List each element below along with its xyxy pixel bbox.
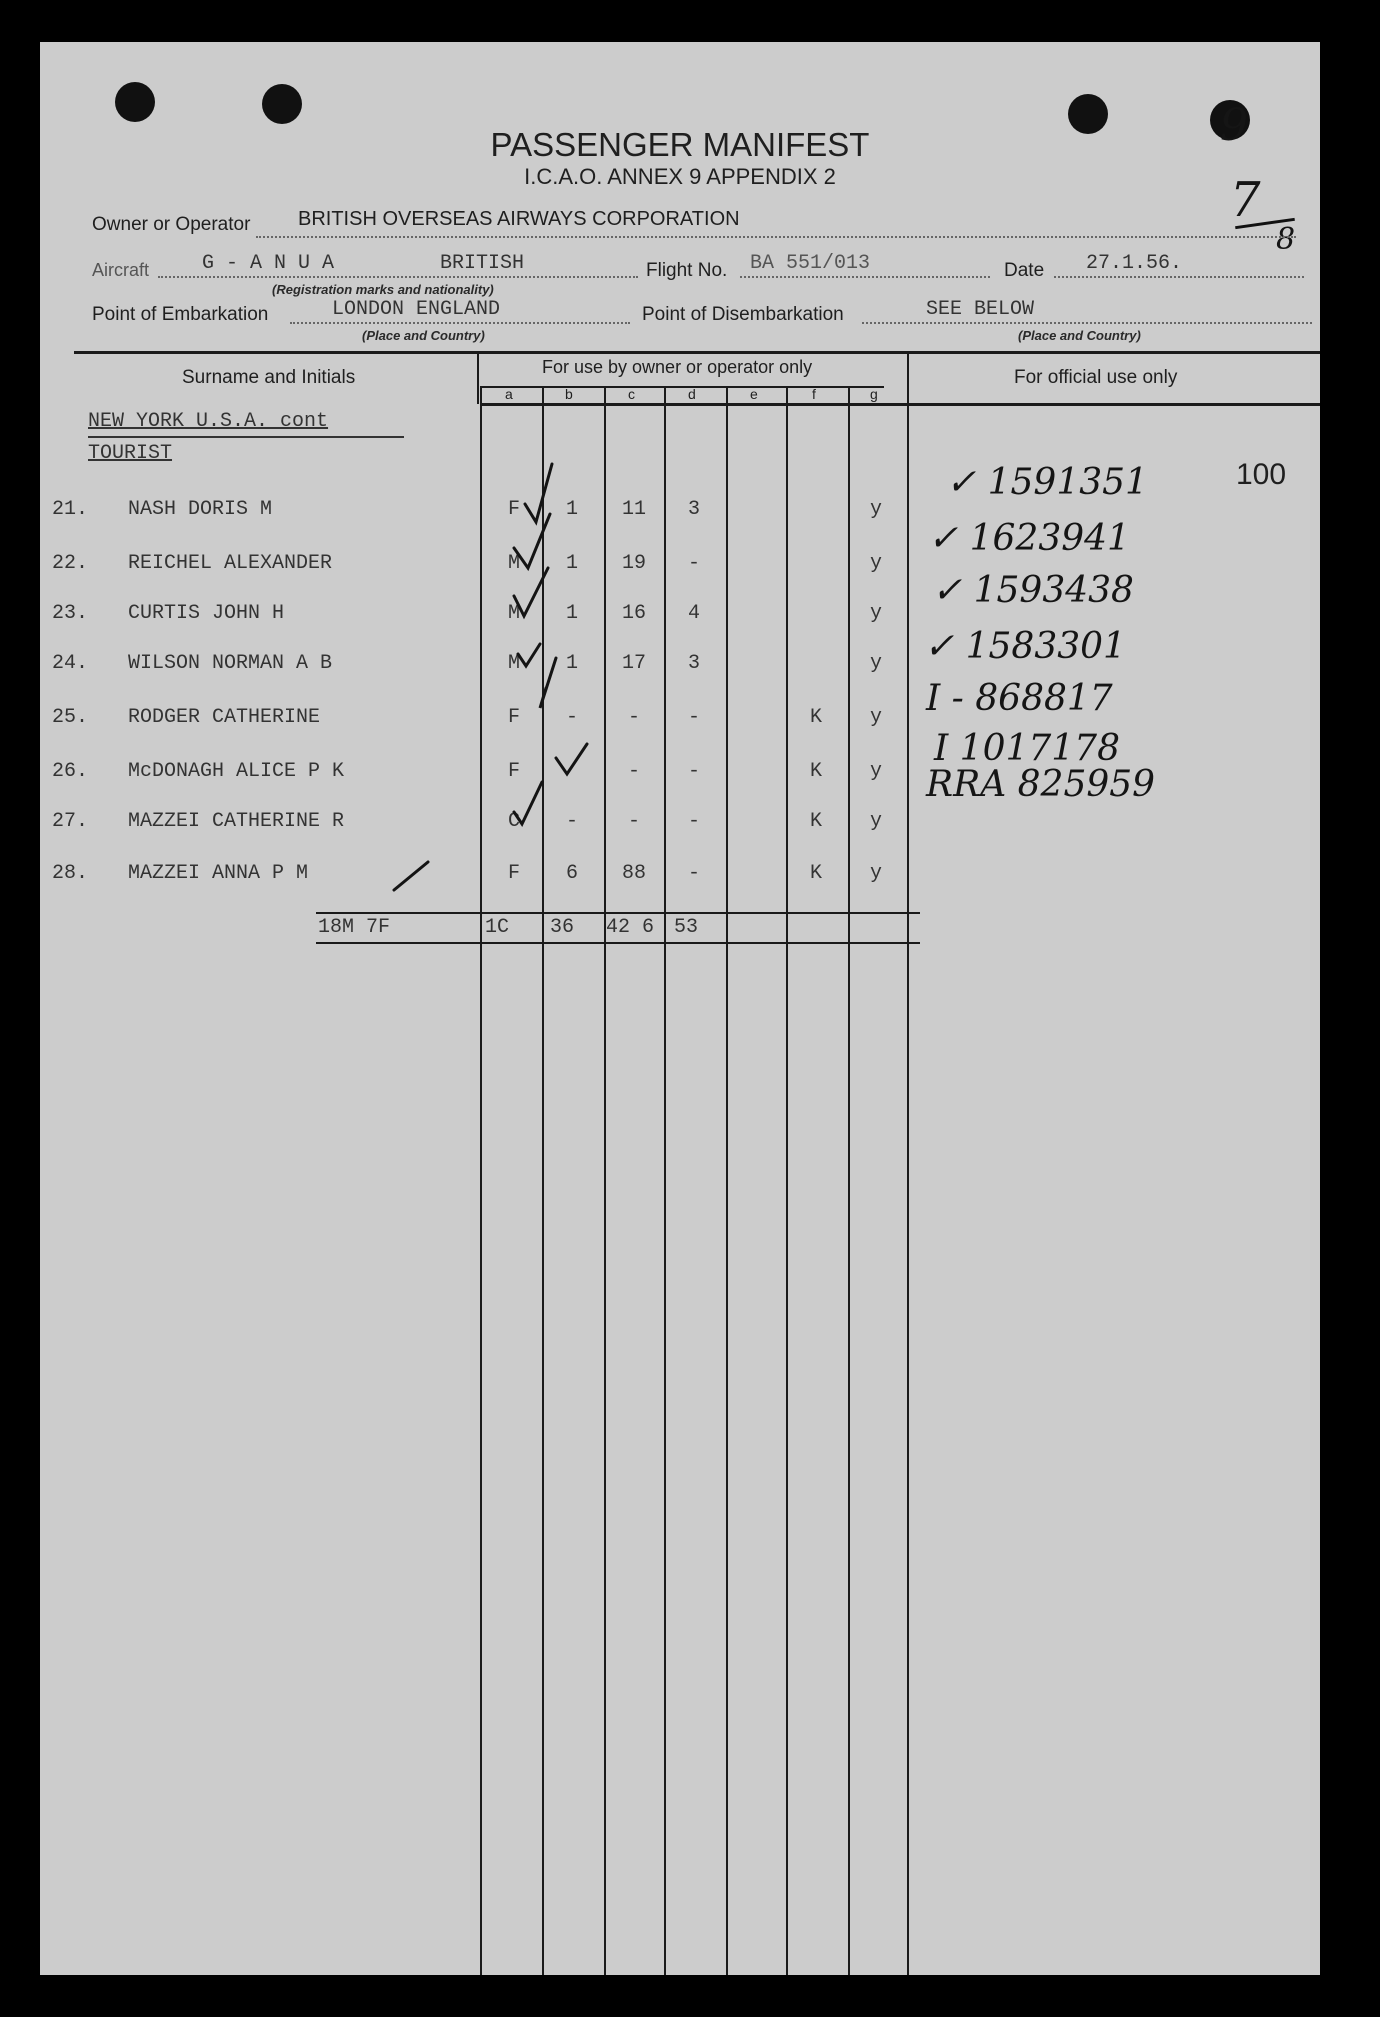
checkmark-icon: [514, 514, 550, 568]
page-mark-bottom: 8: [1276, 222, 1296, 257]
cell-g: y: [869, 862, 882, 885]
cell-c: -: [627, 760, 640, 783]
disembarkation-value: SEE BELOW: [926, 298, 1035, 321]
cell-b: -: [565, 706, 578, 729]
row-number: 21.: [52, 498, 89, 521]
official-passport-number: ✓ 1583301: [924, 626, 1126, 667]
totals-b: 36: [550, 916, 575, 939]
cell-c: 16: [621, 602, 646, 625]
cell-d: -: [687, 706, 700, 729]
page-mark-top: 7: [1230, 172, 1261, 228]
cell-f: K: [809, 760, 822, 783]
cell-a: F: [507, 706, 520, 729]
cell-g: y: [869, 602, 882, 625]
cell-f: K: [809, 862, 822, 885]
passenger-name: CURTIS JOHN H: [128, 602, 285, 625]
cell-c: 17: [621, 652, 646, 675]
cell-g: y: [869, 760, 882, 783]
official-passport-number: ✓ 1591351: [946, 462, 1148, 503]
passenger-name: McDONAGH ALICE P K: [128, 760, 345, 783]
cell-a: F: [507, 862, 520, 885]
registration-caption: (Registration marks and nationality): [272, 282, 494, 297]
cell-g: y: [869, 706, 882, 729]
cell-g: y: [869, 498, 882, 521]
cell-f: K: [809, 706, 822, 729]
cell-c: -: [627, 810, 640, 833]
passenger-name: NASH DORIS M: [128, 498, 273, 521]
column-header-name: Surname and Initials: [182, 367, 356, 388]
row-number: 28.: [52, 862, 89, 885]
checkmark-icon: [518, 644, 540, 666]
subcolumn-b: b: [565, 386, 573, 402]
cell-a: F: [507, 760, 520, 783]
cell-b: 1: [565, 552, 578, 575]
official-passport-number: I 1017178: [934, 728, 1120, 769]
section-destination: NEW YORK U.S.A. cont: [88, 410, 329, 433]
section-class: TOURIST: [88, 442, 173, 465]
aircraft-nationality: BRITISH: [440, 252, 525, 275]
subcolumn-c: c: [628, 386, 635, 402]
cell-c: 88: [621, 862, 646, 885]
passenger-name: MAZZEI ANNA P M: [128, 862, 309, 885]
column-header-official-use: For official use only: [1014, 367, 1178, 388]
checkmark-icon: [514, 568, 548, 616]
cell-a: M: [507, 652, 520, 675]
aircraft-label: Aircraft: [92, 260, 150, 280]
cell-a: C: [507, 810, 520, 833]
row-number: 27.: [52, 810, 89, 833]
official-passport-number: I - 868817: [926, 678, 1113, 719]
totals-c: 42 6: [606, 916, 655, 939]
subcolumn-d: d: [688, 386, 696, 402]
subcolumn-e: e: [750, 386, 758, 402]
flight-label: Flight No.: [646, 260, 728, 281]
cell-b: 1: [565, 652, 578, 675]
row-number: 25.: [52, 706, 89, 729]
official-passport-number: RRA 825959: [926, 764, 1156, 805]
cell-g: y: [869, 810, 882, 833]
form-title: PASSENGER MANIFEST: [490, 126, 870, 163]
row-number: 23.: [52, 602, 89, 625]
cell-d: -: [687, 760, 700, 783]
cell-d: -: [687, 552, 700, 575]
cell-a: F: [507, 498, 520, 521]
passenger-name: REICHEL ALEXANDER: [128, 552, 333, 575]
page-count: 100: [1236, 458, 1287, 491]
cell-d: 4: [687, 602, 700, 625]
row-number: 22.: [52, 552, 89, 575]
row-number: 26.: [52, 760, 89, 783]
checkmark-icon: [525, 464, 552, 522]
form-subtitle: I.C.A.O. ANNEX 9 APPENDIX 2: [524, 164, 836, 189]
date-value: 27.1.56.: [1086, 252, 1183, 275]
totals-bottom-line: [316, 942, 920, 944]
cell-a: M: [507, 552, 520, 575]
manifest-sheet: [40, 42, 1320, 1975]
disembarkation-caption: (Place and Country): [1018, 328, 1141, 343]
totals-d: 53: [674, 916, 699, 939]
cell-d: -: [687, 862, 700, 885]
subcolumn-a: a: [505, 386, 513, 402]
passenger-name: MAZZEI CATHERINE R: [128, 810, 345, 833]
totals-top-line: [316, 912, 920, 914]
owner-value: BRITISH OVERSEAS AIRWAYS CORPORATION: [298, 208, 740, 230]
cell-a: M: [507, 602, 520, 625]
subcolumn-g: g: [870, 386, 878, 402]
cell-d: -: [687, 810, 700, 833]
cell-c: -: [627, 706, 640, 729]
cell-d: 3: [687, 498, 700, 521]
cell-f: K: [809, 810, 822, 833]
cell-d: 3: [687, 652, 700, 675]
checkmark-icon: [556, 744, 587, 774]
owner-label: Owner or Operator: [92, 214, 251, 235]
subcolumn-f: f: [812, 386, 816, 402]
embarkation-caption: (Place and Country): [362, 328, 485, 343]
cell-b: 1: [565, 498, 578, 521]
disembarkation-label: Point of Disembarkation: [642, 304, 844, 325]
row-number: 24.: [52, 652, 89, 675]
official-passport-number: ✓ 1593438: [932, 570, 1134, 611]
column-header-owner-use: For use by owner or operator only: [542, 357, 813, 377]
date-label: Date: [1004, 260, 1045, 281]
cell-g: y: [869, 552, 882, 575]
cell-b: 6: [565, 862, 578, 885]
cell-b: -: [565, 810, 578, 833]
checkmark-icon: [394, 862, 428, 890]
cell-b: 1: [565, 602, 578, 625]
corner-mark: 9: [1220, 100, 1248, 151]
flight-value: BA 551/013: [750, 252, 871, 275]
passenger-name: WILSON NORMAN A B: [128, 652, 333, 675]
official-passport-number: ✓ 1623941: [928, 518, 1130, 559]
totals-a: 1C: [485, 916, 510, 939]
embarkation-label: Point of Embarkation: [92, 304, 269, 325]
checkmark-icon: [540, 658, 556, 708]
passenger-name: RODGER CATHERINE: [128, 706, 321, 729]
cell-g: y: [869, 652, 882, 675]
embarkation-value: LONDON ENGLAND: [332, 298, 501, 321]
totals-label: 18M 7F: [318, 916, 391, 939]
tick-marks: [40, 42, 1320, 1975]
aircraft-registration: G - A N U A: [202, 252, 335, 275]
cell-c: 19: [621, 552, 646, 575]
cell-c: 11: [621, 498, 646, 521]
checkmark-icon: [514, 782, 542, 824]
